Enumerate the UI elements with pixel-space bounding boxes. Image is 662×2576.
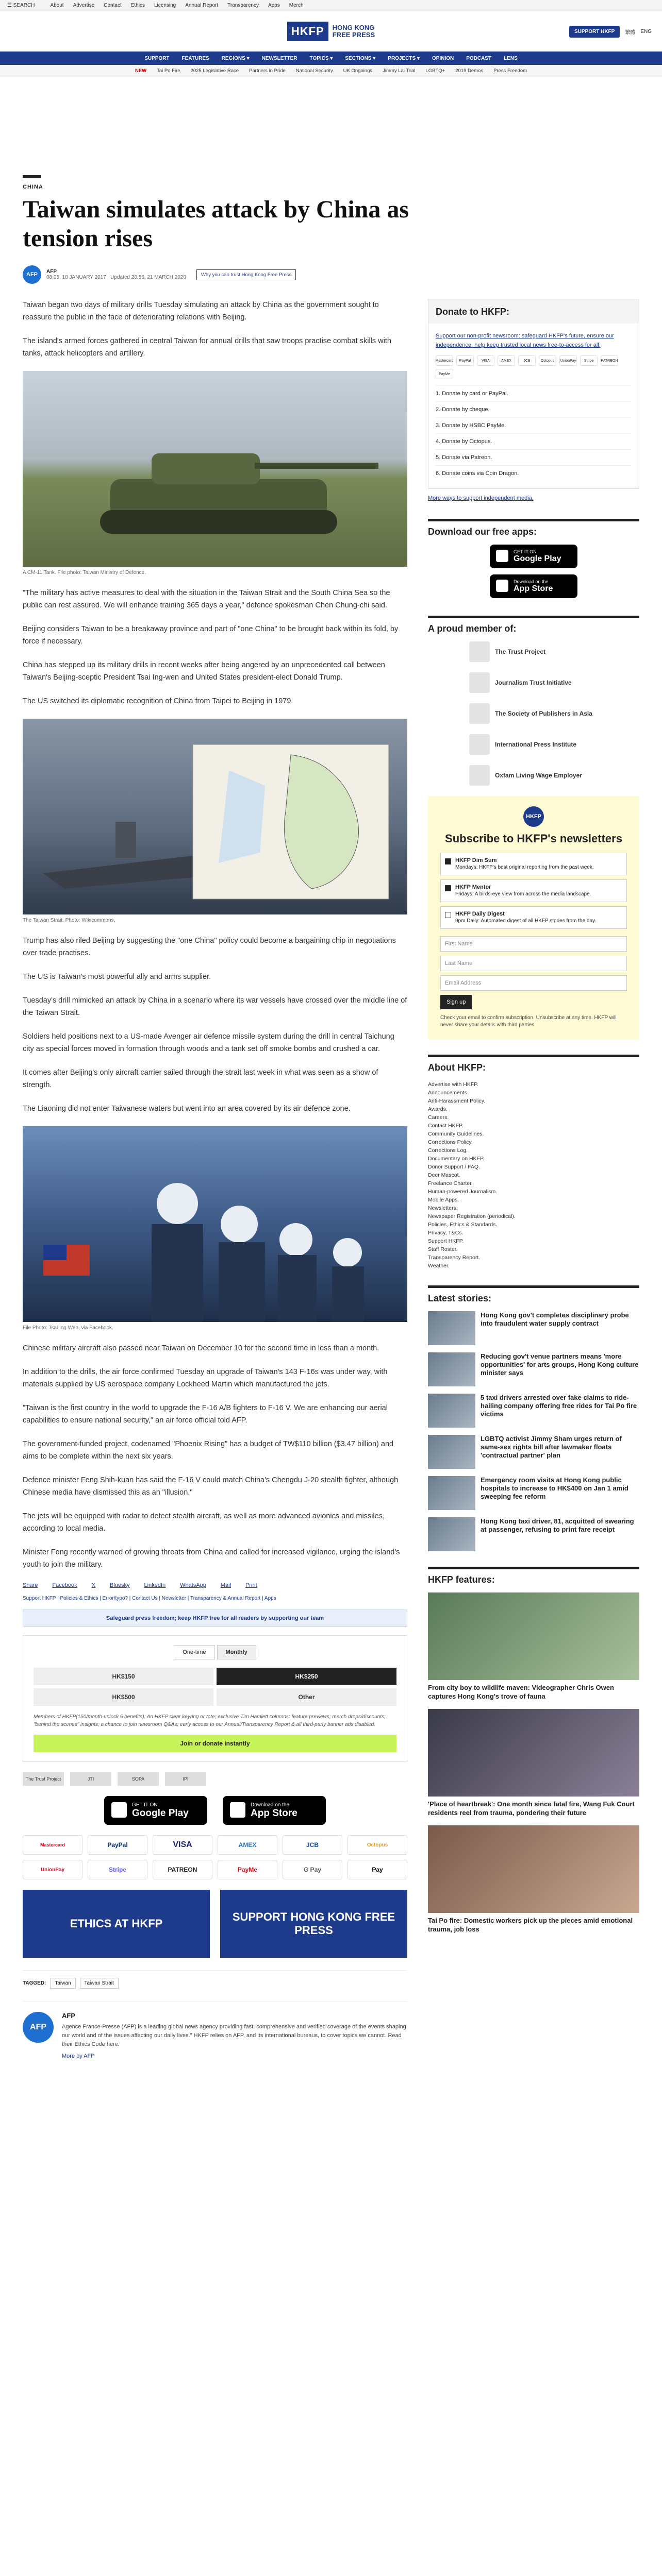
lang-en-link[interactable]: ENG bbox=[640, 29, 652, 35]
tank-illustration bbox=[23, 371, 407, 567]
apps-heading: Download our free apps: bbox=[428, 519, 639, 537]
sidebar-app-store-button[interactable] bbox=[490, 574, 577, 598]
about-link[interactable]: Deer Mascot. bbox=[428, 1172, 460, 1178]
sidebar-google-play-button[interactable] bbox=[490, 545, 577, 568]
visa-icon[interactable]: VISA bbox=[153, 1835, 212, 1855]
member-name: International Press Institute bbox=[495, 741, 577, 748]
author-bio: Agence France-Presse (AFP) is a leading global news agency providing fast, comprehensive and verified coverage of the events shaping our world and of the issues affecting our daily lives." HKFP relies on AFP, and its international bureaus, to cover topics we cannot. Read their Ethics Code here. bbox=[62, 2024, 406, 2047]
article-header bbox=[23, 175, 639, 284]
store-subtitle: GET IT ON bbox=[132, 1802, 158, 1808]
paragraph: China has stepped up its military drills in recent weeks after being angered by an unprecedented call between Taiwan's Beijing-sceptic President Tsai Ing-wen and United States president-elect Donald Trump. bbox=[23, 661, 385, 682]
donate-tabs bbox=[34, 1645, 396, 1659]
feature-thumbnail[interactable] bbox=[428, 1592, 639, 1680]
latest-story[interactable] bbox=[428, 1394, 639, 1428]
google-play-icon bbox=[496, 550, 508, 562]
latest-story[interactable] bbox=[428, 1352, 639, 1386]
nav-item[interactable]: SECTIONS ▾ bbox=[345, 55, 376, 61]
paypal-icon[interactable]: PayPal bbox=[88, 1835, 147, 1855]
share-bluesky-link[interactable]: Bluesky bbox=[110, 1582, 130, 1588]
about-link[interactable]: Transparency Report. bbox=[428, 1255, 481, 1261]
paragraph: "The military has active measures to deal with the situation in the Taiwan Strait and the South China Sea so the public can rest assured. We will enhance training 365 days a year," defence spokesman Chen Chung-chi said. bbox=[23, 589, 390, 609]
about-link[interactable]: Announcements. bbox=[428, 1090, 469, 1096]
trust-project-badge[interactable]: The Trust Project bbox=[23, 1772, 64, 1786]
feature-story[interactable] bbox=[428, 1825, 639, 1934]
utility-link[interactable]: Apps bbox=[268, 3, 280, 8]
checkbox[interactable] bbox=[445, 912, 451, 918]
new-label: NEW bbox=[135, 68, 147, 74]
story-thumbnail[interactable] bbox=[428, 1311, 475, 1345]
features-heading: HKFP features: bbox=[428, 1567, 639, 1585]
checkbox-checked[interactable] bbox=[445, 885, 451, 891]
lang-zh-link[interactable]: 繁體 bbox=[625, 30, 636, 36]
store-title: App Store bbox=[514, 584, 553, 593]
author-box-name[interactable]: AFP bbox=[62, 2012, 75, 2020]
mastercard-icon[interactable]: Mastercard bbox=[23, 1835, 82, 1855]
apple-icon bbox=[496, 580, 508, 592]
top-utility-bar bbox=[0, 0, 662, 11]
trust-link[interactable]: Why you can trust Hong Kong Free Press bbox=[196, 269, 296, 280]
figure-soldiers bbox=[23, 1126, 407, 1331]
sopa-badge[interactable]: SOPA bbox=[118, 1772, 159, 1786]
search-label: SEARCH bbox=[13, 3, 35, 8]
byline bbox=[23, 265, 639, 284]
donate-method-item[interactable]: 4. Donate by Octopus. bbox=[436, 433, 632, 449]
more-by-author-link[interactable]: More by AFP bbox=[62, 2053, 95, 2059]
visa-icon[interactable]: VISA bbox=[477, 355, 494, 366]
amex-icon[interactable]: AMEX bbox=[218, 1835, 277, 1855]
donate-heading: Donate to HKFP: bbox=[428, 299, 639, 324]
stripe-icon[interactable]: Stripe bbox=[88, 1860, 147, 1879]
paragraph: The jets will be equipped with radar to detect stealth aircraft, as well as more advanced avionics and missiles, according to local media. bbox=[23, 1512, 385, 1533]
publish-date: 08:05, 18 JANUARY 2017 bbox=[46, 275, 106, 280]
latest-story[interactable] bbox=[428, 1311, 639, 1345]
newsletter-title: Subscribe to HKFP's newsletters bbox=[445, 832, 622, 845]
sign-up-button[interactable]: Sign up bbox=[440, 995, 472, 1009]
support-links[interactable]: Support HKFP | Policies & Ethics | Error/typo? | Contact Us | Newsletter | Transparency & Annual Report | Apps bbox=[23, 1596, 276, 1601]
ipi-badge[interactable]: IPI bbox=[165, 1772, 206, 1786]
amount-option-selected[interactable]: HK$250 bbox=[217, 1668, 396, 1685]
stripe-icon[interactable]: Stripe bbox=[580, 355, 598, 366]
tag-link[interactable]: Taiwan Strait bbox=[80, 1978, 119, 1989]
utility-link[interactable]: About bbox=[50, 3, 64, 8]
member-logo[interactable] bbox=[469, 734, 639, 755]
paragraph: The Liaoning did not enter Taiwanese waters but went into an area covered by its air defence zone. bbox=[23, 1105, 351, 1113]
member-name: The Trust Project bbox=[495, 648, 546, 655]
app-store-button[interactable] bbox=[223, 1796, 326, 1825]
article-body bbox=[23, 299, 407, 2059]
paragraph: Tuesday's drill mimicked an attack by China in a scenario where its war vessels have crossed over the middle line of the Taiwan Strait. bbox=[23, 996, 407, 1017]
nav-item[interactable]: FEATURES bbox=[181, 55, 209, 61]
feature-story[interactable] bbox=[428, 1709, 639, 1817]
story-thumbnail[interactable] bbox=[428, 1394, 475, 1428]
about-link[interactable]: Newsletters. bbox=[428, 1205, 458, 1211]
nav-item[interactable]: LENS bbox=[504, 55, 518, 61]
mastercard-icon[interactable]: Mastercard bbox=[436, 355, 453, 366]
about-link[interactable]: Staff Roster. bbox=[428, 1246, 458, 1252]
about-link[interactable]: Advertise with HKFP. bbox=[428, 1081, 478, 1088]
donate-method-item[interactable]: 2. Donate by cheque. bbox=[436, 401, 632, 417]
amount-option[interactable]: HK$150 bbox=[34, 1668, 213, 1685]
soldiers-photo bbox=[23, 1126, 407, 1322]
share-mail-link[interactable]: Mail bbox=[220, 1582, 231, 1588]
store-title: Google Play bbox=[132, 1807, 189, 1819]
email-input[interactable]: Email Address bbox=[440, 975, 627, 991]
newsletter-option-desc: 9pm Daily: Automated digest of all HKFP stories from the day. bbox=[455, 918, 597, 924]
tagged-label: TAGGED: bbox=[23, 1980, 46, 1986]
donate-payment-icons bbox=[436, 355, 632, 379]
latest-story[interactable] bbox=[428, 1476, 639, 1510]
more-ways-link[interactable]: More ways to support independent media. bbox=[428, 495, 534, 501]
utility-link[interactable]: Licensing bbox=[154, 3, 176, 8]
newsletter-option[interactable] bbox=[440, 879, 627, 902]
paypal-icon[interactable]: PayPal bbox=[456, 355, 474, 366]
member-name: Journalism Trust Initiative bbox=[495, 679, 572, 686]
feature-title[interactable]: Tai Po fire: Domestic workers pick up the pieces amid emotional trauma, job loss bbox=[428, 1917, 633, 1933]
masthead-actions bbox=[569, 26, 652, 38]
newsletter-option-desc: Fridays: A birds-eye view from across the media landscape. bbox=[455, 891, 591, 897]
support-hkfp-button[interactable]: SUPPORT HKFP bbox=[569, 26, 620, 38]
utility-link[interactable]: Merch bbox=[289, 3, 304, 8]
donate-panel bbox=[428, 299, 639, 489]
payment-methods bbox=[23, 1835, 407, 1879]
donate-method-item[interactable]: 6. Donate coins via Coin Dragon. bbox=[436, 465, 632, 481]
tank-photo bbox=[23, 371, 407, 567]
masthead bbox=[0, 11, 662, 52]
story-title[interactable]: Hong Kong taxi driver, 81, acquitted of swearing at passenger, refusing to print fare receipt bbox=[481, 1517, 634, 1533]
promo-banners bbox=[23, 1890, 407, 1958]
newsletter-option-desc: Mondays: HKFP's best original reporting from the past week. bbox=[455, 865, 594, 870]
donate-methods-list bbox=[436, 385, 632, 481]
figure-tank bbox=[23, 371, 407, 575]
author-name[interactable]: AFP bbox=[46, 269, 57, 275]
share-x-link[interactable]: X bbox=[91, 1582, 96, 1588]
about-link[interactable]: Corrections Policy. bbox=[428, 1139, 473, 1145]
amex-icon[interactable]: AMEX bbox=[498, 355, 515, 366]
story-title[interactable]: Emergency room visits at Hong Kong public hospitals to increase to HK$400 on Jan 1 amid sweeping fee reform bbox=[481, 1476, 628, 1500]
author-box bbox=[23, 2001, 407, 2059]
utility-link[interactable]: Advertise bbox=[73, 3, 95, 8]
support-promo[interactable]: SUPPORT HONG KONG FREE PRESS bbox=[220, 1890, 407, 1958]
oxfam-logo bbox=[469, 765, 490, 786]
member-name: The Society of Publishers in Asia bbox=[495, 710, 592, 717]
about-link[interactable]: Support HKFP. bbox=[428, 1238, 464, 1244]
about-link[interactable]: Weather. bbox=[428, 1263, 450, 1269]
main-nav bbox=[0, 52, 662, 65]
about-link[interactable]: Newspaper Registration (periodical). bbox=[428, 1213, 516, 1219]
story-title[interactable]: 5 taxi drivers arrested over fake claims to ride-hailing company offering free rides for Tai Po fire victims bbox=[481, 1394, 637, 1418]
newsletter-option-title: HKFP Mentor bbox=[455, 884, 491, 890]
jcb-icon[interactable]: JCB bbox=[283, 1835, 342, 1855]
subnav-item[interactable]: LGBTQ+ bbox=[425, 68, 445, 74]
store-subtitle: Download on the bbox=[514, 579, 549, 584]
unionpay-icon[interactable]: UnionPay bbox=[23, 1860, 82, 1879]
latest-stories bbox=[428, 1311, 639, 1551]
apple-pay-icon[interactable]: Pay bbox=[347, 1860, 407, 1879]
topic-subnav bbox=[0, 65, 662, 77]
google-play-icon bbox=[111, 1802, 127, 1818]
newsletter-option[interactable] bbox=[440, 853, 627, 875]
member-heading: A proud member of: bbox=[428, 616, 639, 634]
payme-icon[interactable]: PayMe bbox=[436, 369, 453, 379]
feature-title[interactable]: From city boy to wildlife maven: Videographer Chris Owen captures Hong Kong's trove of fauna bbox=[428, 1684, 614, 1700]
utility-link[interactable]: Contact bbox=[104, 3, 122, 8]
story-thumbnail[interactable] bbox=[428, 1476, 475, 1510]
unionpay-icon[interactable]: UnionPay bbox=[559, 355, 577, 366]
newsletter-option[interactable] bbox=[440, 906, 627, 929]
jti-logo bbox=[469, 672, 490, 693]
member-name: Oxfam Living Wage Employer bbox=[495, 772, 582, 779]
safeguard-banner[interactable]: Safeguard press freedom; keep HKFP free for all readers by supporting our team bbox=[23, 1609, 407, 1627]
member-logo[interactable] bbox=[469, 765, 639, 786]
logo-line: HONG KONG bbox=[332, 23, 375, 31]
hkfp-logo[interactable] bbox=[287, 22, 375, 41]
checkbox-checked[interactable] bbox=[445, 858, 451, 865]
paragraph: Chinese military aircraft also passed near Taiwan on December 10 for the second time in less than a month. bbox=[23, 1344, 379, 1352]
member-logo[interactable] bbox=[469, 641, 639, 662]
nav-item[interactable]: REGIONS ▾ bbox=[221, 55, 250, 61]
patreon-icon[interactable]: PATREON bbox=[601, 355, 618, 366]
figure-caption: The Taiwan Strait. Photo: Wikicommons. bbox=[23, 918, 115, 923]
nav-item[interactable]: SUPPORT bbox=[144, 55, 170, 61]
about-link[interactable]: Careers. bbox=[428, 1114, 449, 1121]
share-label: Share bbox=[23, 1582, 38, 1588]
byline-text bbox=[46, 269, 186, 280]
google-pay-icon[interactable]: G Pay bbox=[283, 1860, 342, 1879]
article-tags bbox=[23, 1970, 407, 1989]
utility-link[interactable]: Transparency bbox=[227, 3, 259, 8]
utility-link[interactable]: Ethics bbox=[130, 3, 145, 8]
subnav-item[interactable]: Tai Po Fire bbox=[157, 68, 180, 74]
share-facebook-link[interactable]: Facebook bbox=[52, 1582, 77, 1588]
utility-links bbox=[50, 3, 303, 8]
nav-item[interactable]: PODCAST bbox=[466, 55, 492, 61]
share-linkedin-link[interactable]: LinkedIn bbox=[144, 1582, 166, 1588]
donate-method-item[interactable]: 1. Donate by card or PayPal. bbox=[436, 385, 632, 401]
about-link[interactable]: Contact HKFP. bbox=[428, 1123, 464, 1129]
paragraph: Beijing considers Taiwan to be a breakaway province and part of "one China" to be brought back within its fold, by force if necessary. bbox=[23, 625, 399, 646]
sopa-logo bbox=[469, 703, 490, 724]
store-subtitle: GET IT ON bbox=[514, 549, 537, 554]
logo-box: HKFP bbox=[287, 22, 328, 41]
ipi-logo bbox=[469, 734, 490, 755]
patreon-icon[interactable]: PATREON bbox=[153, 1860, 212, 1879]
paragraph: Minister Fong recently warned of growing threats from China and called for increased vigilance, urging the island's youth to join the military. bbox=[23, 1548, 400, 1569]
author-box-avatar[interactable]: AFP bbox=[23, 2012, 54, 2043]
amount-option[interactable]: HK$500 bbox=[34, 1688, 213, 1706]
about-link[interactable]: Community Guidelines. bbox=[428, 1131, 484, 1137]
search-link[interactable]: ☰ SEARCH bbox=[7, 3, 35, 8]
story-title[interactable]: Hong Kong gov't completes disciplinary probe into fraudulent water supply contract bbox=[481, 1311, 629, 1327]
subnav-item[interactable]: 2019 Demos bbox=[455, 68, 484, 74]
payme-icon[interactable]: PayMe bbox=[218, 1860, 277, 1879]
paragraph: The island's armed forces gathered in central Taiwan for annual drills that saw troops practise combat skills with tanks, attack helicopters and artillery. bbox=[23, 337, 391, 358]
last-name-input[interactable]: Last Name bbox=[440, 956, 627, 971]
member-badges bbox=[23, 1772, 407, 1786]
first-name-input[interactable]: First Name bbox=[440, 936, 627, 952]
paragraph: Trump has also riled Beijing by suggesting the "one China" policy could become a bargaining chip in negotiations over trade practises. bbox=[23, 937, 396, 957]
subnav-item[interactable]: Partners in Pride bbox=[249, 68, 286, 74]
subnav-item[interactable]: UK Ongoings bbox=[343, 68, 373, 74]
story-thumbnail[interactable] bbox=[428, 1517, 475, 1551]
paragraph: In addition to the drills, the air force confirmed Tuesday an upgrade of Taiwan's 143 F-16s was under way, with materials supplied by US aerospace company Lockheed Martin which manufactured the jets. bbox=[23, 1368, 388, 1388]
latest-story[interactable] bbox=[428, 1435, 639, 1469]
google-play-button[interactable] bbox=[104, 1796, 207, 1825]
latest-story[interactable] bbox=[428, 1517, 639, 1551]
paragraph: "Taiwan is the first country in the world to upgrade the F-16 A/B fighters to F-16 V. We are enhancing our aerial capabilities to ensure national security," an air force official told AFP. bbox=[23, 1404, 388, 1425]
subnav-item[interactable]: National Security bbox=[295, 68, 333, 74]
about-link[interactable]: Corrections Log. bbox=[428, 1147, 468, 1154]
jcb-icon[interactable]: JCB bbox=[518, 355, 536, 366]
about-heading: About HKFP: bbox=[428, 1055, 639, 1073]
donate-method-item[interactable]: 5. Donate via Patreon. bbox=[436, 449, 632, 465]
logo-text bbox=[333, 24, 375, 39]
octopus-icon[interactable]: Octopus bbox=[539, 355, 556, 366]
app-store-buttons bbox=[23, 1796, 407, 1825]
about-link[interactable]: Policies, Ethics & Standards. bbox=[428, 1222, 498, 1228]
feature-thumbnail[interactable] bbox=[428, 1709, 639, 1797]
paragraph: Defence minister Feng Shih-kuan has said the F-16 V could match China's Chengdu J-20 stealth fighter, although Chinese media have dismissed this as an "illusion." bbox=[23, 1476, 399, 1497]
article-title: Taiwan simulates attack by China as tension rises bbox=[23, 196, 409, 252]
donate-method-item[interactable]: 3. Donate by HSBC PayMe. bbox=[436, 417, 632, 433]
story-thumbnail[interactable] bbox=[428, 1352, 475, 1386]
store-title: App Store bbox=[251, 1807, 297, 1819]
tag-link[interactable]: Taiwan bbox=[50, 1978, 75, 1989]
nav-item[interactable]: OPINION bbox=[432, 55, 454, 61]
about-link[interactable]: Anti-Harassment Policy. bbox=[428, 1098, 486, 1104]
newsletter-footnote: Check your email to confirm subscription. Unsubscribe at any time. HKFP will never share your details with third parties. bbox=[440, 1015, 617, 1028]
about-link[interactable]: Human-powered Journalism. bbox=[428, 1189, 498, 1195]
ethics-promo[interactable]: ETHICS AT HKFP bbox=[23, 1890, 210, 1958]
feature-title[interactable]: 'Place of heartbreak': One month since fatal fire, Wang Fuk Court residents reel from trauma, pondering their future bbox=[428, 1800, 635, 1817]
newsletter-logo: HKFP bbox=[523, 806, 544, 827]
about-link[interactable]: Donor Support / FAQ. bbox=[428, 1164, 480, 1170]
logo-line: FREE PRESS bbox=[332, 30, 375, 39]
sidebar bbox=[428, 299, 639, 1942]
donate-intro-link[interactable]: Support our non-profit newsroom: safeguard HKFP's future, ensure our independence, help keep trusted local news free-to-access for all. bbox=[436, 333, 614, 348]
member-logo[interactable] bbox=[469, 703, 639, 724]
feature-story[interactable] bbox=[428, 1592, 639, 1701]
apple-icon bbox=[230, 1802, 245, 1818]
paragraph: Taiwan began two days of military drills Tuesday simulating an attack by China as the government sought to reassure the public in the face of deteriorating relations with Beijing. bbox=[23, 301, 379, 321]
story-title[interactable]: Reducing gov't venue partners means 'more opportunities' for arts groups, Hong Kong culture minister says bbox=[481, 1352, 639, 1377]
trust-project-logo bbox=[469, 641, 490, 662]
paragraph: The US is Taiwan's most powerful ally and arms supplier. bbox=[23, 973, 211, 981]
figure-caption: A CM-11 Tank. File photo: Taiwan Ministry of Defence. bbox=[23, 570, 146, 575]
newsletter-option-title: HKFP Dim Sum bbox=[455, 857, 497, 863]
octopus-icon[interactable]: Octopus bbox=[347, 1835, 407, 1855]
about-link[interactable]: Awards. bbox=[428, 1106, 448, 1112]
amount-option[interactable]: Other bbox=[217, 1688, 396, 1706]
author-avatar[interactable]: AFP bbox=[23, 265, 41, 284]
subnav-item[interactable]: Press Freedom bbox=[493, 68, 527, 74]
updated-date: Updated 20:56, 21 MARCH 2020 bbox=[110, 275, 186, 280]
share-bar bbox=[23, 1582, 407, 1588]
story-thumbnail[interactable] bbox=[428, 1435, 475, 1469]
about-link[interactable]: Documentary on HKFP. bbox=[428, 1156, 485, 1162]
donate-widget bbox=[23, 1635, 407, 1762]
paragraph: The US switched its diplomatic recognition of China from Taipei to Beijing in 1979. bbox=[23, 697, 293, 705]
donate-amounts bbox=[34, 1668, 396, 1706]
store-title: Google Play bbox=[514, 554, 561, 563]
paragraph: It comes after Beijing's only aircraft carrier sailed through the strait last week in what was seen as a show of strength. bbox=[23, 1069, 378, 1089]
subnav-item[interactable]: 2025 Legislative Race bbox=[190, 68, 239, 74]
soldiers-illustration bbox=[23, 1126, 407, 1322]
latest-heading: Latest stories: bbox=[428, 1285, 639, 1304]
about-link[interactable]: Freelance Charter. bbox=[428, 1180, 473, 1187]
category-rule bbox=[23, 175, 41, 178]
nav-item[interactable]: NEWSLETTER bbox=[261, 55, 297, 61]
paragraph: The government-funded project, codenamed "Phoenix Rising" has a budget of TW$110 billion ($3.47 billion) and aims to be complete within the next six years. bbox=[23, 1440, 394, 1461]
author-box-text bbox=[62, 2012, 407, 2059]
about-link[interactable]: Privacy, T&Cs. bbox=[428, 1230, 464, 1236]
share-whatsapp-link[interactable]: WhatsApp bbox=[180, 1582, 206, 1588]
join-donate-button[interactable]: Join or donate instantly bbox=[34, 1735, 396, 1752]
tab-monthly[interactable]: Monthly bbox=[217, 1645, 256, 1659]
member-logo[interactable] bbox=[469, 672, 639, 693]
tab-one-time[interactable]: One-time bbox=[174, 1645, 214, 1659]
store-subtitle: Download on the bbox=[251, 1802, 290, 1808]
figure-strait bbox=[23, 719, 407, 923]
nav-item[interactable]: PROJECTS ▾ bbox=[388, 55, 420, 61]
paragraph: Soldiers held positions next to a US-made Avenger air defence missile system during the drill in central Taichung city as special forces moved in formation through woods and a tank set off smoke bombs and crushed a car. bbox=[23, 1032, 394, 1053]
about-link[interactable]: Mobile Apps. bbox=[428, 1197, 459, 1203]
newsletter-option-title: HKFP Daily Digest bbox=[455, 911, 505, 917]
figure-caption: File Photo: Tsai Ing Wen, via Facebook. bbox=[23, 1325, 113, 1331]
newsletter-signup bbox=[428, 796, 639, 1039]
membership-note: Members of HKFP(150/month-unlock 6 benefits): An HKFP clear keyring or tote; exclusive Tim Hamlett columns; feature previews; merch drops/discounts; "behind the scenes" insights; a chance to join newsroom Q&As; early access to our Annual/Transparency Report & all third-party banner ads disabled. bbox=[34, 1714, 386, 1727]
about-links bbox=[428, 1080, 639, 1270]
carrier-and-map-illustration bbox=[23, 719, 407, 914]
strait-photo bbox=[23, 719, 407, 914]
article-category[interactable]: CHINA bbox=[23, 184, 43, 190]
share-print-link[interactable]: Print bbox=[245, 1582, 257, 1588]
story-title[interactable]: LGBTQ activist Jimmy Sham urges return of same-sex rights bill after lawmaker floats 'contractual partner' plan bbox=[481, 1435, 622, 1459]
jti-badge[interactable]: JTI bbox=[70, 1772, 111, 1786]
feature-thumbnail[interactable] bbox=[428, 1825, 639, 1913]
nav-item[interactable]: TOPICS ▾ bbox=[309, 55, 333, 61]
utility-link[interactable]: Annual Report bbox=[185, 3, 219, 8]
subnav-item[interactable]: Jimmy Lai Trial bbox=[383, 68, 416, 74]
